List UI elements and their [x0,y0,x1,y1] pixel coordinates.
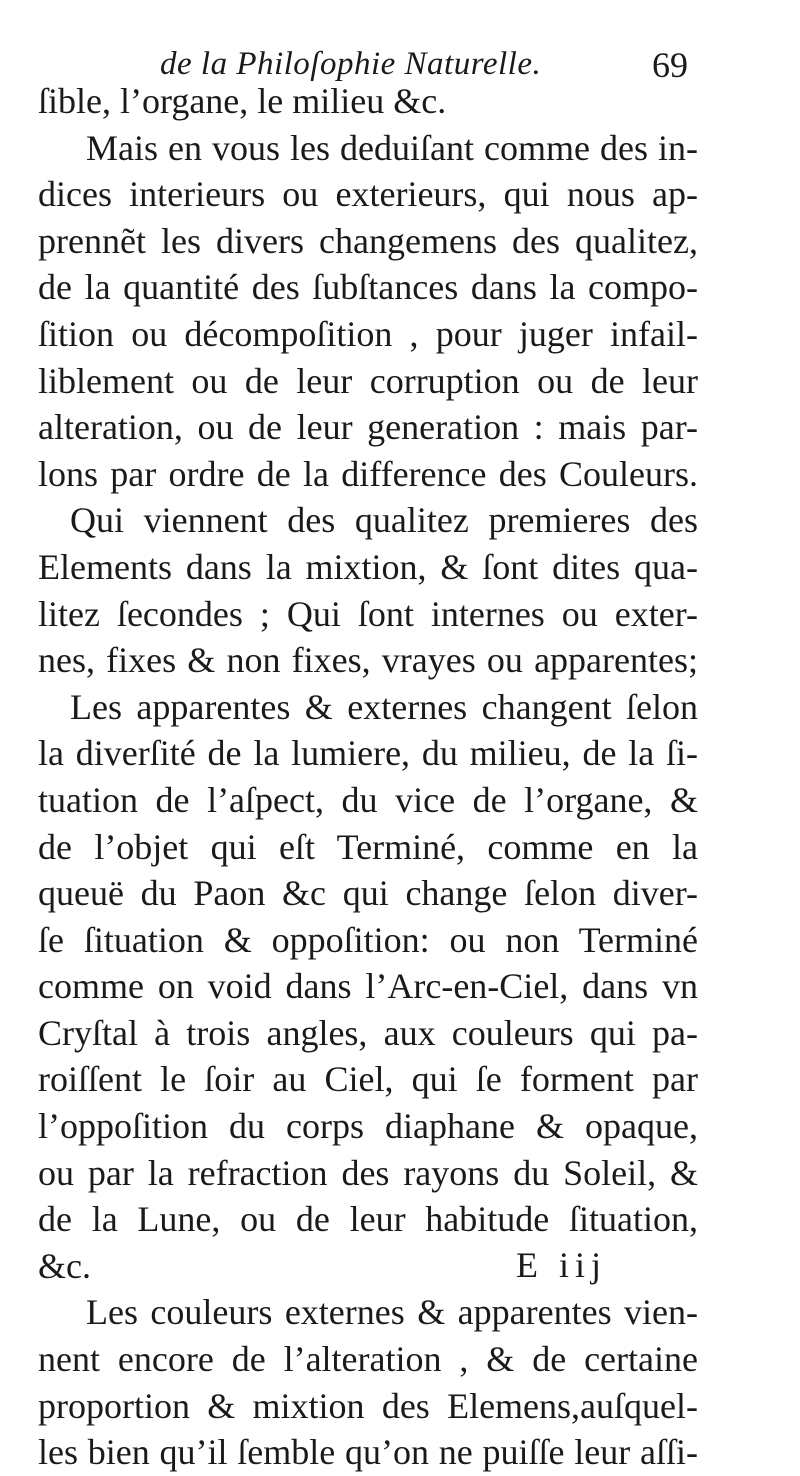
text-line: ſe ſituation & oppoſition: ou non Terminé [38,919,698,960]
text-line: lons par ordre de la difference des Couleurs. [38,453,698,494]
page-number: 69 [652,45,688,85]
text-line: Elements dans la mixtion, & ſont dites qua- [38,546,698,587]
running-title: de la Philoſophie Naturelle. [160,46,542,82]
text-line: de l’objet qui eſt Terminé, comme en la [38,826,698,867]
text-line: ſition ou décompoſition , pour juger infail- [38,313,698,354]
text-line: nent encore de l’alteration , & de certaine [38,1339,698,1380]
text-line: la diverſité de la lumiere, du milieu, de la ſi- [38,733,698,774]
text-line: roiſſent le ſoir au Ciel, qui ſe forment par [38,1059,698,1100]
text-line: Mais en vous les deduiſant comme des in- [86,127,698,168]
text-line: Qui viennent des qualitez premieres des [70,500,698,541]
text-line: Les apparentes & externes changent ſelon [70,686,698,727]
text-line: de la quantité des ſubſtances dans la compo- [38,267,698,308]
text-line: tuation de l’aſpect, du vice de l’organe, & [38,779,698,820]
text-line: nes, fixes & non fixes, vrayes ou apparentes; [38,640,698,681]
text-line: &c. [38,1245,91,1286]
text-line: comme on void dans l’Arc-en-Ciel, dans vn [38,966,698,1007]
text-line: alteration, ou de leur generation : mais par- [38,407,698,448]
text-line: ou par la refraction des rayons du Soleil, & [38,1152,698,1193]
text-line: de la Lune, ou de leur habitude ſituation, [38,1199,698,1240]
text-line: l’oppoſition du corps diaphane & opaque, [38,1106,698,1147]
text-line: dices interieurs ou exterieurs, qui nous ap- [38,174,698,215]
text-line: les bien qu’il ſemble qu’on ne puiſſe leur aſſi- [38,1432,698,1473]
text-line: queuë du Paon &c qui change ſelon diver- [38,873,698,914]
text-line: prennẽt les divers changemens des qualitez, [38,220,698,261]
text-line: liblement ou de leur corruption ou de leur [38,360,698,401]
signature-mark: E iij [516,1245,607,1285]
text-line: Les couleurs externes & apparentes vien- [86,1292,698,1333]
text-line: ſible, l’organe, le milieu &c. [38,81,447,121]
text-line: proportion & mixtion des Elemens,auſquel- [38,1385,698,1426]
text-line: Cryſtal à trois angles, aux couleurs qui pa- [38,1012,698,1053]
text-line: litez ſecondes ; Qui ſont internes ou exter- [38,593,698,634]
